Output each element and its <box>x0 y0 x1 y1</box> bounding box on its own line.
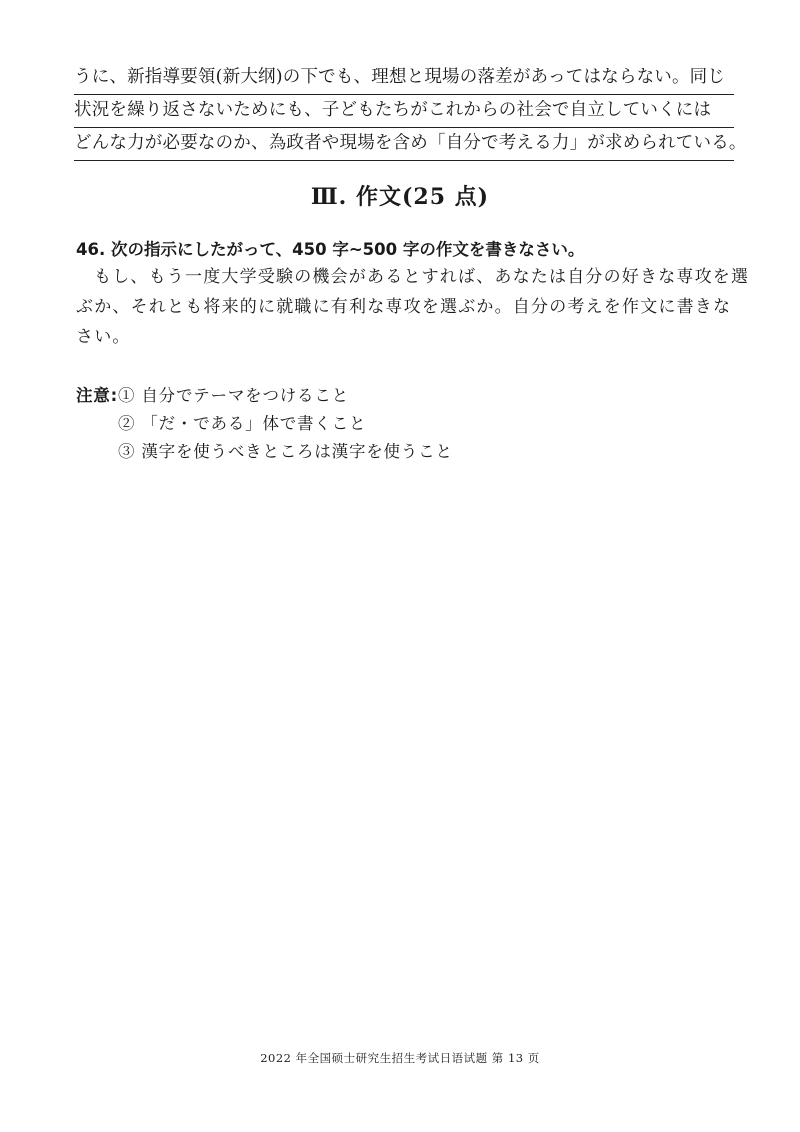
page-footer: 2022 年全国硕士研究生招生考试日语试题 第 13 页 <box>260 1051 540 1065</box>
passage-line: どんな力が必要なのか、為政者や現場を含め「自分で考える力」が求められている。 <box>74 128 734 161</box>
section-title: Ⅲ. 作文(25 点) <box>310 184 490 210</box>
note-item <box>76 438 453 466</box>
prompt-line: ぶか、それとも将来的に就職に有利な専攻を選ぶか。自分の考えを作文に書きな <box>76 297 732 317</box>
note-item <box>76 410 453 438</box>
essay-prompt <box>76 262 750 352</box>
underlined-passage <box>74 62 747 161</box>
note-text: ③ 漢字を使うべきところは漢字を使うこと <box>118 442 453 461</box>
note-item <box>76 382 453 410</box>
note-text: ① 自分でテーマをつけること <box>118 386 349 405</box>
note-text: ② 「だ・である」体で書くこと <box>118 414 367 433</box>
prompt-line: もし、もう一度大学受験の機会があるとすれば、あなたは自分の好きな専攻を選 <box>94 267 750 287</box>
notes-label: 注意: <box>76 386 118 405</box>
question-header: 46. 次の指示にしたがって、450 字~500 字の作文を書きなさい。 <box>76 240 585 259</box>
notes-section <box>76 382 453 466</box>
passage-line: 状況を繰り返さないためにも、子どもたちがこれからの社会で自立していくには <box>74 95 734 128</box>
passage-line: うに、新指導要領(新大纲)の下でも、理想と現場の落差があってはならない。同じ <box>74 62 734 95</box>
prompt-line: さい。 <box>76 327 131 347</box>
